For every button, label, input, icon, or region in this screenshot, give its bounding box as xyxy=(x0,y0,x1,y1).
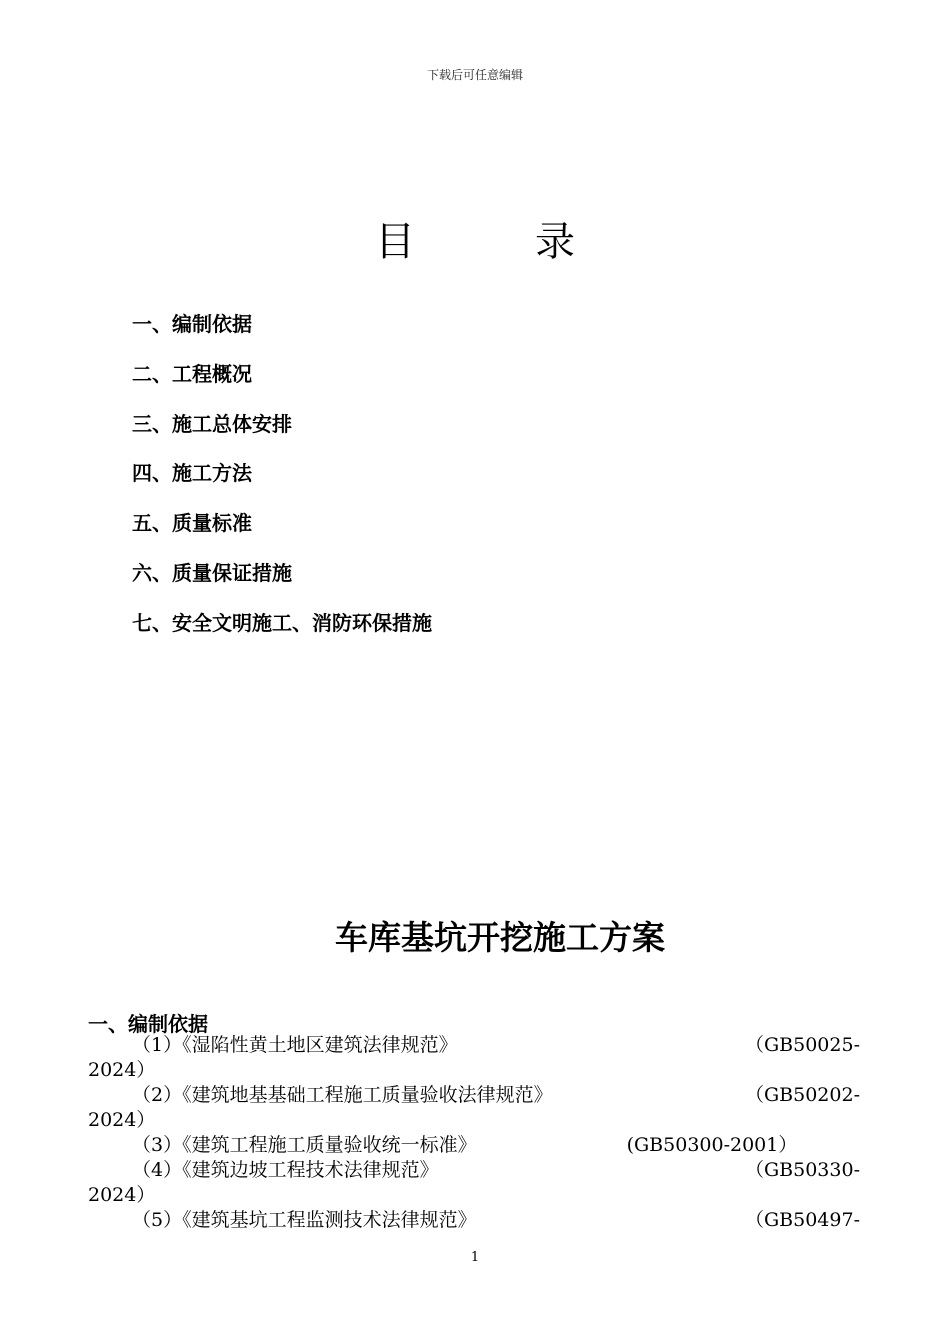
reference-item xyxy=(88,1158,860,1208)
reference-code-continued: 2024） xyxy=(88,1184,156,1206)
toc-item: 二、工程概况 xyxy=(132,361,252,386)
reference-code-continued: 2024） xyxy=(88,1109,156,1131)
reference-code: （GB50202- xyxy=(744,1084,860,1106)
toc-item: 三、施工总体安排 xyxy=(132,411,292,436)
toc-title-right: 录 xyxy=(535,219,575,265)
table-of-contents xyxy=(132,310,432,659)
reference-title: （4）《建筑边坡工程技术法律规范》 xyxy=(132,1159,439,1181)
section-heading: 一、编制依据 xyxy=(88,1012,208,1036)
reference-item xyxy=(88,1133,860,1158)
toc-title xyxy=(0,210,950,267)
reference-code: （GB50497- xyxy=(744,1209,860,1231)
reference-item xyxy=(88,1083,860,1133)
reference-code: （GB50330- xyxy=(744,1159,860,1181)
reference-title: （5）《建筑基坑工程监测技术法律规范》 xyxy=(132,1209,477,1231)
reference-title: （3）《建筑工程施工质量验收统一标准》 xyxy=(132,1134,477,1156)
page-number: 1 xyxy=(470,1250,480,1265)
reference-code: （GB50025- xyxy=(744,1034,860,1056)
reference-code: (GB50300-2001） xyxy=(626,1134,798,1156)
page-header-note: 下载后可任意编辑 xyxy=(426,68,523,82)
reference-list xyxy=(88,1033,860,1233)
reference-item xyxy=(88,1033,860,1083)
toc-item: 一、编制依据 xyxy=(132,312,252,336)
reference-code-continued: 2024） xyxy=(88,1059,156,1081)
toc-item: 五、质量标准 xyxy=(132,511,252,536)
toc-item: 六、质量保证措施 xyxy=(132,560,292,585)
reference-title: （1）《湿陷性黄土地区建筑法律规范》 xyxy=(132,1034,458,1056)
toc-item: 四、施工方法 xyxy=(132,461,252,486)
reference-item xyxy=(88,1208,860,1233)
document-title: 车库基坑开挖施工方案 xyxy=(335,918,665,957)
toc-item: 七、安全文明施工、消防环保措施 xyxy=(132,610,432,635)
toc-title-left: 目 xyxy=(375,219,415,265)
reference-title: （2）《建筑地基基础工程施工质量验收法律规范》 xyxy=(132,1084,553,1106)
